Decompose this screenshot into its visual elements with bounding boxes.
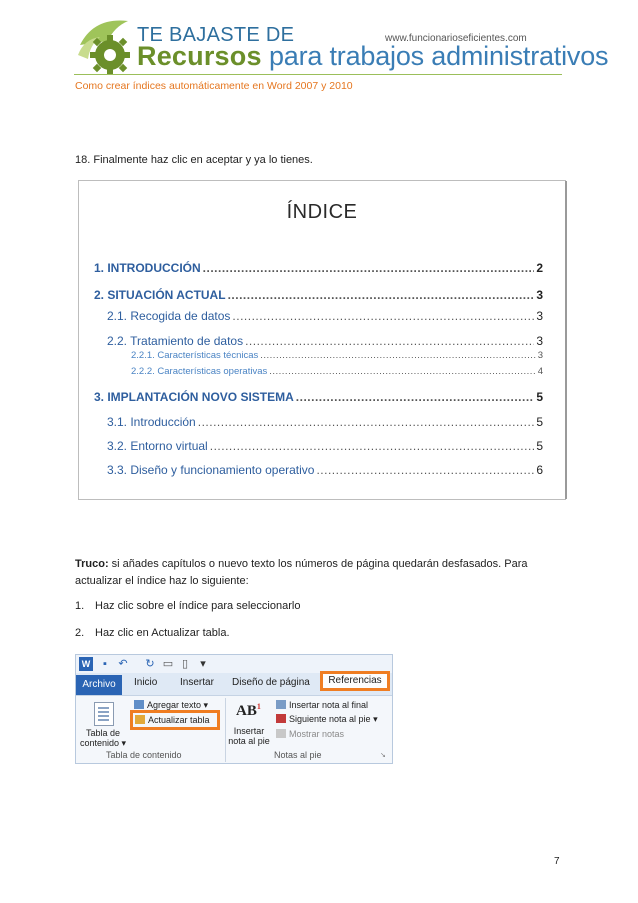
table-of-contents-icon[interactable] [94,702,114,726]
toc-entry-page: 3 [536,288,543,302]
toc-entry-level1[interactable] [94,390,543,404]
toc-entry-page: 3 [537,350,543,361]
toc-leader-dots [228,288,535,302]
toc-entry-level2[interactable] [107,415,543,429]
toc-entry-level2[interactable] [107,309,543,323]
toc-leader-dots [269,366,535,377]
undo-icon[interactable]: ↶ [118,658,128,670]
toc-entry-level3[interactable] [131,366,543,377]
tab-page-layout[interactable]: Diseño de página [232,677,310,688]
tip-label: Truco: [75,558,109,570]
toc-entry-page: 5 [536,390,543,404]
toc-entry-title: 3.1. Introducción [107,415,196,429]
toc-button-line2: contenido ▾ [80,738,127,748]
insert-footnote-line2: nota al pie [228,736,270,746]
tab-references[interactable]: Referencias [320,671,390,691]
toc-title: ÍNDICE [286,201,358,223]
toc-leader-dots [245,334,534,348]
document-icon[interactable]: ▯ [181,658,189,670]
show-notes-icon [276,729,286,738]
tip-text: si añades capítulos o nuevo texto los números de página quedarán desfasados. Para actualizar el índice haz lo siguiente: [75,558,528,587]
next-footnote-button[interactable] [276,713,378,725]
list-item-text: Haz clic sobre el índice para seleccionarlo [95,600,301,612]
toc-entry-page: 6 [536,463,543,477]
toc-leader-dots [296,390,535,404]
list-item [75,600,300,612]
add-text-icon [134,700,144,709]
toc-leader-dots [260,350,535,361]
toc-leader-dots [203,261,535,275]
toc-entry-title: 3.3. Diseño y funcionamiento operativo [107,463,315,477]
logo-rest-text: para trabajos administrativos [261,41,609,71]
toc-entry-title: 3. IMPLANTACIÓN NOVO SISTEMA [94,390,294,404]
toc-entry-page: 4 [537,366,543,377]
group-label-toc: Tabla de contenido [106,750,182,760]
toc-leader-dots [316,463,534,477]
logo-line2 [137,41,608,72]
group-dialog-launcher-icon[interactable]: ↘ [380,752,386,759]
toc-leader-dots [198,415,535,429]
tab-insert[interactable]: Insertar [180,677,214,688]
toc-entry-level3[interactable] [131,350,543,361]
toc-entry-level1[interactable] [94,288,543,302]
next-footnote-label: Siguiente nota al pie ▾ [289,714,378,724]
list-item-number: 1. [75,600,85,612]
next-footnote-icon [276,714,286,723]
redo-icon[interactable]: ↻ [145,658,155,670]
toc-entry-title: 3.2. Entorno virtual [107,439,208,453]
toc-leader-dots [210,439,535,453]
insert-footnote-line1: Insertar [233,726,265,736]
toc-entry-page: 5 [536,439,543,453]
step-18-text: 18. Finalmente haz clic en aceptar y ya lo tienes. [75,154,313,166]
gear-logo-icon [74,15,138,79]
footnote-ab-icon[interactable]: $AB^1$ [236,702,261,719]
logo-line1: TE BAJASTE DE [137,24,295,46]
word-ribbon-screenshot [75,654,393,764]
group-label-footnotes: Notas al pie [274,750,322,760]
save-icon[interactable]: ▪ [103,658,107,670]
add-text-label: Agregar texto ▾ [147,700,209,710]
toc-entry-title: 2.1. Recogida de datos [107,309,231,323]
show-notes-button[interactable] [276,728,344,740]
update-table-highlight [130,710,220,730]
page-header [0,0,638,100]
toc-button-label[interactable] [80,728,126,748]
logo-bold-word: Recursos [137,41,262,71]
toc-entry-level1[interactable] [94,261,543,275]
toc-entry-page: 5 [536,415,543,429]
toc-entry-title: 1. INTRODUCCIÓN [94,261,201,275]
tab-file[interactable]: Archivo [76,675,122,695]
insert-endnote-label: Insertar nota al final [289,700,369,710]
insert-footnote-button[interactable] [224,726,274,746]
tip-paragraph [75,556,565,590]
print-preview-icon[interactable]: ▭ [162,658,174,670]
toc-entry-level2[interactable] [107,439,543,453]
toc-entry-level2[interactable] [107,334,543,348]
update-table-label: Actualizar tabla [148,715,210,725]
toc-entry-title: 2.2. Tratamiento de datos [107,334,244,348]
word-app-icon[interactable]: W [79,657,93,671]
toc-entry-title: 2.2.2. Características operativas [131,366,268,377]
toc-button-line1: Tabla de [85,728,121,738]
site-url: www.funcionarioseficientes.com [385,33,527,44]
page-number: 7 [554,856,560,867]
list-item-number: 2. [75,627,85,639]
list-item-text: Haz clic en Actualizar tabla. [95,627,230,639]
insert-endnote-button[interactable] [276,699,368,711]
customize-toolbar-icon[interactable]: ▾ [200,658,206,670]
toc-entry-page: 2 [536,261,543,275]
toc-screenshot [78,180,566,500]
toc-entry-title: 2. SITUACIÓN ACTUAL [94,288,226,302]
ribbon-body [76,695,392,764]
list-item [75,627,230,639]
toc-entry-level2[interactable] [107,463,543,477]
document-subtitle: Como crear índices automáticamente en Word 2007 y 2010 [75,80,353,92]
toc-leader-dots [232,309,534,323]
endnote-icon [276,700,286,709]
toc-entry-title: 2.2.1. Características técnicas [131,350,259,361]
header-divider [74,74,562,75]
toc-entry-page: 3 [536,309,543,323]
show-notes-label: Mostrar notas [289,729,345,739]
toc-entry-page: 3 [536,334,543,348]
tab-home[interactable]: Inicio [134,677,158,688]
